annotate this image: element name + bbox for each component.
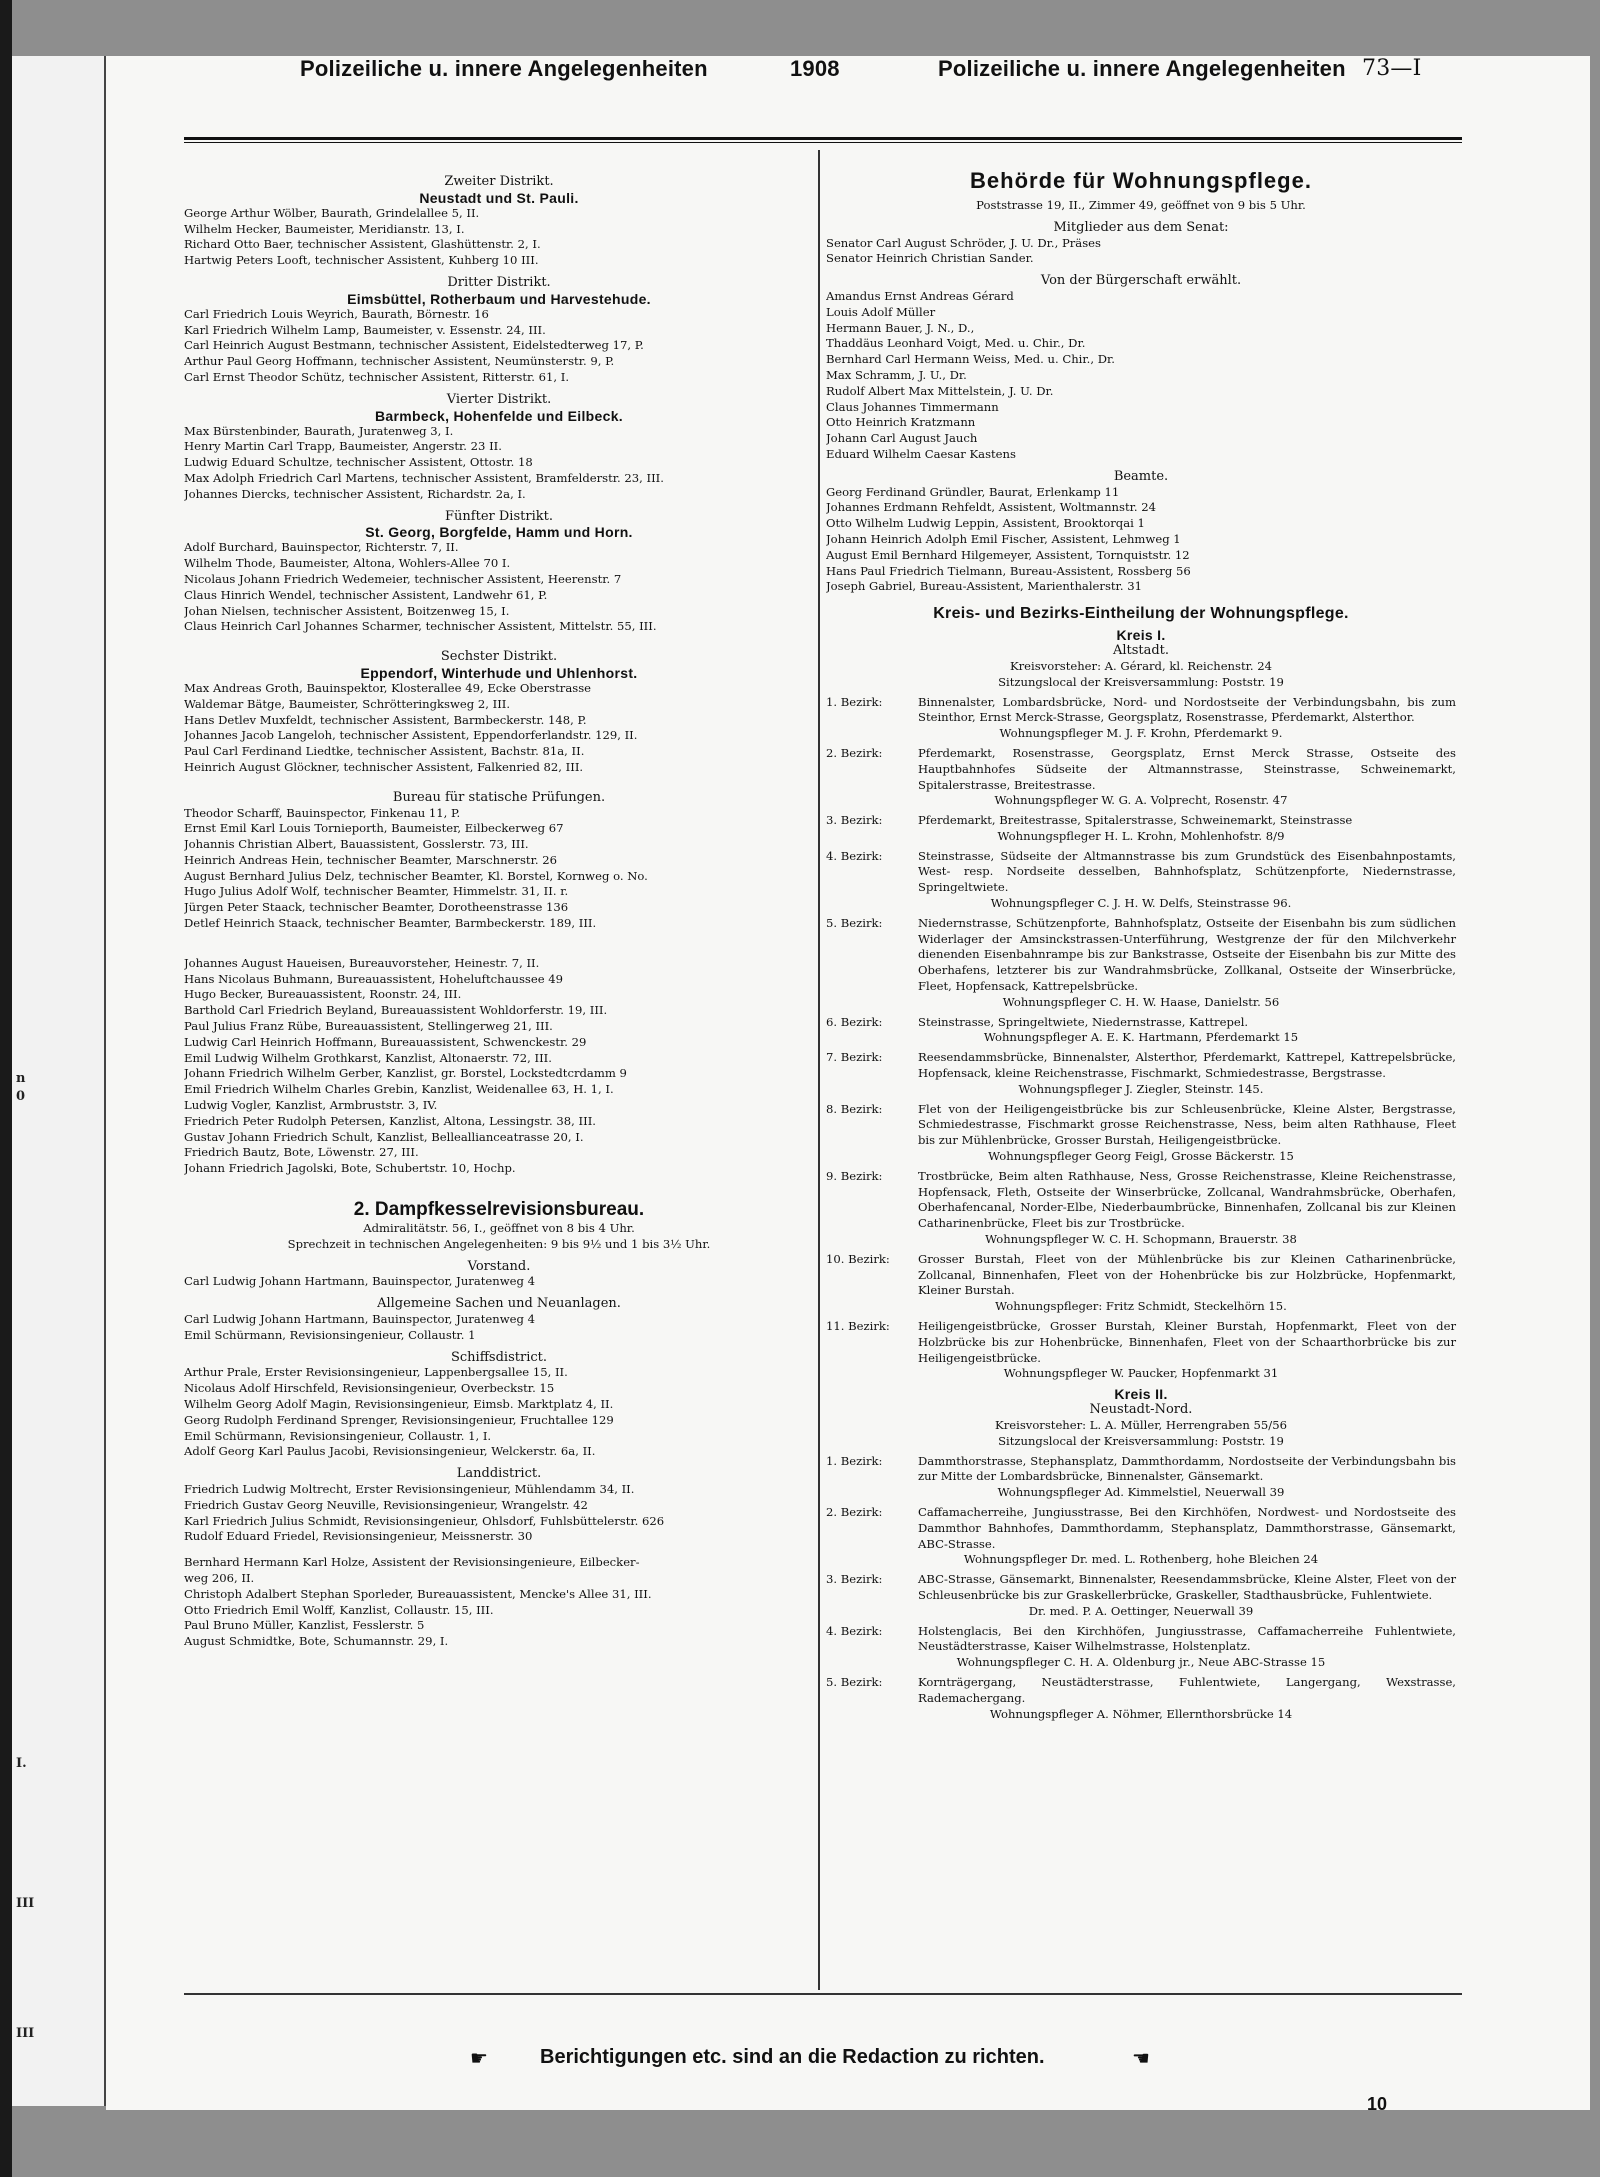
running-header-year: 1908	[790, 56, 840, 81]
staff-entry: Nicolaus Adolf Hirschfeld, Revisionsingenieur, Overbeckstr. 15	[184, 1381, 555, 1396]
bezirk-label: 3. Bezirk:	[826, 1572, 883, 1587]
staff-entry: Johannes August Haueisen, Bureauvorsteher, Heinestr. 7, II.	[184, 955, 540, 970]
staff-entry: Rudolf Eduard Friedel, Revisionsingenieur, Meissnerstr. 30	[184, 1529, 533, 1544]
staff-entry: Karl Friedrich Julius Schmidt, Revisionsingenieur, Ohlsdorf, Fuhlsbüttelerstr. 626	[184, 1513, 665, 1528]
bezirk-streets: Heiligengeistbrücke, Grosser Burstah, Kleiner Burstah, Hopfenmarkt, Fleet von der Holzbrücke bis zur Hohenbrücke, Binnenhafen, Fleet von der Schaarthorbrücke bis zur Heiligengeistbrücke.	[918, 1319, 1456, 1365]
member-entry: Bernhard Carl Hermann Weiss, Med. u. Chir., Dr.	[826, 352, 1115, 367]
authority-title: Behörde für Wohnungspflege.	[970, 168, 1312, 193]
bezirk-pfleger: Wohnungspfleger Ad. Kimmelstiel, Neuerwall 39	[997, 1485, 1285, 1500]
bezirk-entry	[826, 746, 1456, 793]
column-divider	[818, 150, 820, 1990]
spacer	[184, 782, 814, 790]
bezirk-pfleger: Wohnungspfleger C. H. W. Haase, Danielstr. 56	[1002, 994, 1280, 1009]
official-entry: Joseph Gabriel, Bureau-Assistent, Marienthalerstr. 31	[826, 579, 1142, 594]
staff-entry: Hugo Julius Adolf Wolf, technischer Beamter, Himmelstr. 31, II. r.	[184, 884, 569, 899]
bezirk-pfleger: Wohnungspfleger A. Nöhmer, Ellernthorsbrücke 14	[989, 1706, 1293, 1721]
running-header-left: Polizeiliche u. innere Angelegenheiten	[300, 56, 708, 81]
official-entry: Otto Wilhelm Ludwig Leppin, Assistent, Brooktorqai 1	[826, 516, 1145, 531]
bezirk-streets: Binnenalster, Lombardsbrücke, Nord- und Nordostseite der Verbindungsbahn, bis zum Steinthor, Ernst Merck-Strasse, Georgsplatz, Rosenstrasse, Pferdemarkt, Alsterthor.	[918, 694, 1456, 725]
bezirk-pfleger: Wohnungspfleger C. H. A. Oldenburg jr., Neue ABC-Strasse 15	[956, 1655, 1326, 1670]
staff-entry: weg 206, II.	[184, 1570, 255, 1585]
running-header-right: Polizeiliche u. innere Angelegenheiten	[938, 56, 1346, 81]
bezirk-pfleger: Wohnungspfleger C. J. H. W. Delfs, Steinstrasse 96.	[990, 896, 1292, 911]
staff-entry: Wilhelm Thode, Baumeister, Altona, Wohlers-Allee 70 I.	[184, 556, 511, 571]
bezirk-label: 8. Bezirk:	[826, 1101, 883, 1116]
staff-entry: Friedrich Gustav Georg Neuville, Revisionsingenieur, Wrangelstr. 42	[184, 1497, 588, 1512]
bezirk-entry	[826, 695, 1456, 727]
dampf-section-title: Vorstand.	[467, 1258, 531, 1274]
bezirk-pfleger: Dr. med. P. A. Oettinger, Neuerwall 39	[1028, 1603, 1254, 1618]
staff-entry: Gustav Johann Friedrich Schult, Kanzlist, Belleallianceatrasse 20, I.	[184, 1129, 584, 1144]
district-area-heading: Eimsbüttel, Rotherbaum und Harvestehude.	[347, 290, 651, 307]
bezirk-label: 7. Bezirk:	[826, 1050, 883, 1065]
bezirk-streets: Kornträgergang, Neustädterstrasse, Fuhlentwiete, Langergang, Wexstrasse, Rademachergang.	[918, 1674, 1456, 1705]
previous-page-edge	[12, 56, 106, 2106]
kreis-meeting-place: Sitzungslocal der Kreisversammlung: Poststr. 19	[998, 1433, 1284, 1448]
kreis-subheading: Neustadt-Nord.	[1089, 1402, 1193, 1418]
district-section	[184, 782, 814, 932]
footer-notice: Berichtigungen etc. sind an die Redaction zu richten.	[540, 2046, 1045, 2068]
kreis-vorsteher: Kreisvorsteher: L. A. Müller, Herrengraben 55/56	[995, 1417, 1287, 1432]
bezirk-pfleger: Wohnungspfleger A. E. K. Hartmann, Pferdemarkt 15	[983, 1030, 1299, 1045]
district-title: Sechster Distrikt.	[440, 649, 558, 665]
spacer	[184, 641, 814, 649]
staff-entry: Claus Heinrich Carl Johannes Scharmer, technischer Assistent, Mittelstr. 55, III.	[184, 619, 657, 634]
bezirk-streets: Caffamacherreihe, Jungiusstrasse, Bei den Kirchhöfen, Nordwest- und Nordostseite des Dammthor Bahnhofes, Dammthordamm, Stephansplatz, Dammthorstrasse, Gänsemarkt, ABC-Strasse.	[918, 1504, 1456, 1551]
staff-entry: Max Andreas Groth, Bauinspektor, Klosterallee 49, Ecke Oberstrasse	[184, 680, 592, 695]
bezirk-pfleger: Wohnungspfleger Georg Feigl, Grosse Bäckerstr. 15	[988, 1149, 1294, 1164]
staff-entry: Friedrich Peter Rudolph Petersen, Kanzlist, Altona, Lessingstr. 38, III.	[184, 1113, 596, 1128]
bezirk-pfleger: Wohnungspfleger: Fritz Schmidt, Steckelhörn 15.	[995, 1299, 1287, 1314]
bezirk-label: 4. Bezirk:	[826, 1623, 883, 1638]
district-section	[184, 275, 814, 386]
staff-entry: August Schmidtke, Bote, Schumannstr. 29, I.	[184, 1634, 449, 1649]
bezirk-label: 3. Bezirk:	[826, 813, 883, 828]
bezirk-streets: ABC-Strasse, Gänsemarkt, Binnenalster, Reesendammsbrücke, Kleine Alster, Fleet von der Schleusenbrücke bis zur Graskellerbrücke, Graskeller, Stadthausbrücke, Fuhlentwiete.	[918, 1572, 1456, 1602]
district-section	[184, 509, 814, 636]
pointing-hand-right-icon: ☚	[1132, 2046, 1150, 2070]
staff-entry: Otto Friedrich Emil Wolff, Kanzlist, Collaustr. 15, III.	[184, 1602, 494, 1617]
margin-mark: n	[16, 1071, 26, 1086]
district-title: Fünfter Distrikt.	[445, 508, 553, 524]
staff-entry: Carl Ludwig Johann Hartmann, Bauinspector, Juratenweg 4	[184, 1274, 536, 1289]
margin-mark: III	[16, 2026, 35, 2041]
staff-entry: Adolf Georg Karl Paulus Jacobi, Revisionsingenieur, Welckerstr. 6a, II.	[184, 1444, 596, 1459]
bezirk-entry	[826, 813, 1456, 829]
left-column	[184, 168, 814, 1650]
bezirk-entry	[826, 1169, 1456, 1232]
staff-entry: Carl Heinrich August Bestmann, technischer Assistent, Eidelstedterweg 17, P.	[184, 338, 644, 353]
scan-left-edge	[0, 0, 12, 2177]
bezirk-streets: Pferdemarkt, Rosenstrasse, Georgsplatz, Ernst Merck Strasse, Ostseite des Hauptbahnhofes Südseite der Altmannstrasse, Steinstrasse, Schweinemarkt, Spitalerstrasse, Breitestrasse.	[918, 745, 1456, 792]
bezirk-label: 1. Bezirk:	[826, 1453, 883, 1468]
bezirk-pfleger: Wohnungspfleger W. G. A. Volprecht, Rosenstr. 47	[994, 793, 1288, 808]
district-area-heading: Eppendorf, Winterhude und Uhlenhorst.	[360, 664, 638, 681]
member-entry: Thaddäus Leonhard Voigt, Med. u. Chir., Dr.	[826, 336, 1086, 351]
staff-entry: Hartwig Peters Looft, technischer Assistent, Kuhberg 10 III.	[184, 253, 539, 268]
bezirk-streets: Steinstrasse, Springeltwiete, Niedernstrasse, Kattrepel.	[918, 1014, 1249, 1029]
bezirk-entry	[826, 1505, 1456, 1552]
bezirk-entry	[826, 1252, 1456, 1299]
staff-entry: Johannis Christian Albert, Bauassistent, Gosslerstr. 73, III.	[184, 837, 529, 852]
member-entry: Senator Carl August Schröder, J. U. Dr., Präses	[826, 235, 1101, 250]
district-section	[184, 641, 814, 776]
district-section	[184, 938, 814, 1177]
staff-entry: Karl Friedrich Wilhelm Lamp, Baumeister, v. Essenstr. 24, III.	[184, 322, 546, 337]
staff-entry: August Bernhard Julius Delz, technischer Beamter, Kl. Borstel, Kornweg o. No.	[184, 868, 648, 883]
bezirk-pfleger: Wohnungspfleger W. Paucker, Hopfenmarkt 31	[1003, 1366, 1279, 1381]
staff-entry: Wilhelm Hecker, Baumeister, Meridianstr. 13, I.	[184, 221, 465, 236]
staff-entry: Hugo Becker, Bureauassistent, Roonstr. 24, III.	[184, 987, 462, 1002]
bezirk-streets: Steinstrasse, Südseite der Altmannstrasse bis zum Grundstück des Eisenbahnpostamts, West- resp. Nordseite desselben, Bahnhofsplatz, Schützenpforte, Niedernstrasse, Springeltwiete.	[918, 848, 1456, 895]
staff-entry: Friedrich Bautz, Bote, Löwenstr. 27, III.	[184, 1145, 419, 1160]
staff-entry: Arthur Prale, Erster Revisionsingenieur, Lappenbergsallee 15, II.	[184, 1365, 568, 1380]
district-title: Bureau für statische Prüfungen.	[392, 789, 606, 805]
bezirk-streets: Pferdemarkt, Breitestrasse, Spitalerstrasse, Schweinemarkt, Steinstrasse	[918, 813, 1353, 828]
bezirk-pfleger: Wohnungspfleger M. J. F. Krohn, Pferdemarkt 9.	[999, 726, 1283, 741]
staff-entry: Emil Ludwig Wilhelm Grothkarst, Kanzlist, Altonaerstr. 72, III.	[184, 1050, 552, 1065]
bezirk-streets: Holstenglacis, Bei den Kirchhöfen, Jungiusstrasse, Caffamacherreihe Fuhlentwiete, Neustädterstrasse, Kaiser Wilhelmstrasse, Holstenplatz.	[918, 1623, 1456, 1654]
spacer	[184, 938, 814, 956]
member-entry: Rudolf Albert Max Mittelstein, J. U. Dr.	[826, 383, 1054, 398]
bezirk-label: 1. Bezirk:	[826, 694, 883, 709]
staff-entry: Emil Schürmann, Revisionsingenieur, Collaustr. 1, I.	[184, 1428, 492, 1443]
member-entry: Otto Heinrich Kratzmann	[826, 415, 976, 430]
kreis-meeting-place: Sitzungslocal der Kreisversammlung: Poststr. 19	[998, 674, 1284, 689]
staff-entry: Max Bürstenbinder, Baurath, Juratenweg 3, I.	[184, 423, 454, 438]
right-column	[826, 168, 1456, 1722]
member-entry: Max Schramm, J. U., Dr.	[826, 367, 967, 382]
member-entry: Claus Johannes Timmermann	[826, 399, 999, 414]
staff-entry: Heinrich August Glöckner, technischer Assistent, Falkenried 82, III.	[184, 759, 584, 774]
staff-entry: Johannes Diercks, technischer Assistent, Richardstr. 2a, I.	[184, 486, 526, 501]
staff-entry: Richard Otto Baer, technischer Assistent, Glashüttenstr. 2, I.	[184, 237, 541, 252]
page-number: 10	[1367, 2094, 1388, 2114]
staff-entry: Johan Nielsen, technischer Assistent, Boitzenweg 15, I.	[184, 603, 510, 618]
district-section	[184, 174, 814, 269]
dampf-section	[184, 1296, 814, 1343]
bezirk-label: 2. Bezirk:	[826, 745, 883, 760]
dampf-section	[184, 1259, 814, 1291]
staff-entry: Hans Nicolaus Buhmann, Bureauassistent, Hoheluftchaussee 49	[184, 971, 564, 986]
margin-mark: I.	[16, 1756, 27, 1771]
member-entry: Eduard Wilhelm Caesar Kastens	[826, 446, 1016, 461]
member-entry: Senator Heinrich Christian Sander.	[826, 251, 1034, 266]
district-area-heading: St. Georg, Borgfelde, Hamm und Horn.	[365, 524, 633, 541]
bezirk-label: 4. Bezirk:	[826, 848, 883, 863]
kreis-heading: Kreis I.	[1116, 627, 1166, 644]
staff-entry: Bernhard Hermann Karl Holze, Assistent der Revisionsingenieure, Eilbecker-	[184, 1555, 640, 1570]
district-title: Zweiter Distrikt.	[444, 174, 554, 189]
staff-entry: Carl Friedrich Louis Weyrich, Baurath, Börnestr. 16	[184, 306, 489, 321]
staff-entry: Jürgen Peter Staack, technischer Beamter, Dorotheenstrasse 136	[184, 900, 569, 915]
staff-entry: Friedrich Ludwig Moltrecht, Erster Revisionsingenieur, Mühlendamm 34, II.	[184, 1481, 635, 1496]
staff-entry: Ernst Emil Karl Louis Tornieporth, Baumeister, Eilbeckerweg 67	[184, 821, 564, 836]
kreis-division-title: Kreis- und Bezirks-Eintheilung der Wohnungspflege.	[933, 605, 1349, 623]
bezirk-streets: Grosser Burstah, Fleet von der Mühlenbrücke bis zur Kleinen Catharinenbrücke, Zollcanal, Binnenhafen, Fleet von der Hohenbrücke bis zur Holzbrücke, Hopfenmarkt, Kleiner Burstah.	[918, 1251, 1456, 1298]
authority-address: Poststrasse 19, II., Zimmer 49, geöffnet von 9 bis 5 Uhr.	[976, 198, 1306, 212]
district-section	[184, 392, 814, 503]
staff-entry	[184, 1545, 814, 1555]
district-area-heading: Barmbeck, Hohenfelde und Eilbeck.	[375, 407, 623, 424]
bezirk-label: 5. Bezirk:	[826, 1674, 883, 1689]
staff-entry: Adolf Burchard, Bauinspector, Richterstr. 7, II.	[184, 540, 459, 555]
bezirk-entry	[826, 1015, 1456, 1031]
bezirk-streets: Dammthorstrasse, Stephansplatz, Dammthordamm, Nordostseite der Verbindungsbahn bis zur Mitte der Lombardsbrücke, Binnenalster, Gänsemarkt.	[918, 1453, 1456, 1484]
bezirk-label: 9. Bezirk:	[826, 1168, 883, 1183]
header-rule	[184, 137, 1462, 140]
staff-entry: Max Adolph Friedrich Carl Martens, technischer Assistent, Bramfelderstr. 23, III.	[184, 470, 664, 485]
bezirk-label: 10. Bezirk:	[826, 1251, 890, 1266]
bezirk-entry	[826, 916, 1456, 995]
staff-entry: Detlef Heinrich Staack, technischer Beamter, Barmbeckerstr. 189, III.	[184, 916, 597, 931]
district-title: Vierter Distrikt.	[446, 391, 552, 407]
staff-entry: Ludwig Carl Heinrich Hoffmann, Bureauassistent, Schwenckestr. 29	[184, 1034, 587, 1049]
bezirk-streets: Trostbrücke, Beim alten Rathhause, Ness, Grosse Reichenstrasse, Kleine Reichenstrasse, Hopfensack, Fleth, Ostseite der Winserbrücke, Zollcanal, Wandrahmsbrücke, Oberhafen, Oberhafencanal, Norder-Elbe, Niederbaumbrücke, Binnenhafen, Zollcanal bis zur Kleinen Catharinenbrücke, Fleet bis zur Trostbrücke.	[918, 1168, 1456, 1231]
staff-entry: Johann Friedrich Wilhelm Gerber, Kanzlist, gr. Borstel, Lockstedtcrdamm 9	[184, 1066, 627, 1081]
dampf-section	[184, 1350, 814, 1461]
staff-entry: Ludwig Vogler, Kanzlist, Armbruststr. 3, IV.	[184, 1098, 438, 1113]
bezirk-pfleger: Wohnungspfleger J. Ziegler, Steinstr. 145.	[1018, 1081, 1264, 1096]
kreis-heading: Kreis II.	[1114, 1386, 1168, 1403]
dampf-title: 2. Dampfkesselrevisionsbureau.	[353, 1199, 645, 1221]
staff-entry: Wilhelm Georg Adolf Magin, Revisionsingenieur, Eimsb. Marktplatz 4, II.	[184, 1397, 614, 1411]
member-entry: Amandus Ernst Andreas Gérard	[826, 288, 1014, 303]
staff-entry: Carl Ernst Theodor Schütz, technischer Assistent, Ritterstr. 61, I.	[184, 369, 570, 384]
staff-entry: Johann Friedrich Jagolski, Bote, Schubertstr. 10, Hochp.	[184, 1161, 516, 1176]
dampf-section	[184, 1466, 814, 1650]
staff-entry: Christoph Adalbert Stephan Sporleder, Bureauassistent, Mencke's Allee 31, III.	[184, 1586, 652, 1601]
official-entry: Georg Ferdinand Gründler, Baurat, Erlenkamp 11	[826, 484, 1120, 499]
staff-entry: Claus Hinrich Wendel, technischer Assistent, Landwehr 61, P.	[184, 587, 548, 602]
district-title: Dritter Distrikt.	[447, 274, 551, 290]
bezirk-label: 5. Bezirk:	[826, 915, 883, 930]
staff-entry: Emil Friedrich Wilhelm Charles Grebin, Kanzlist, Weidenallee 63, H. 1, I.	[184, 1082, 614, 1097]
bottom-rule	[184, 1993, 1462, 1995]
staff-entry: Henry Martin Carl Trapp, Baumeister, Angerstr. 23 II.	[184, 439, 502, 454]
member-entry: Johann Carl August Jauch	[826, 431, 978, 446]
official-entry: Johann Heinrich Adolph Emil Fischer, Assistent, Lehmweg 1	[826, 531, 1181, 546]
staff-entry: Waldemar Bätge, Baumeister, Schrötteringksweg 2, III.	[184, 696, 511, 711]
staff-entry: Barthold Carl Friedrich Beyland, Bureauassistent Wohldorferstr. 19, III.	[184, 1003, 608, 1018]
bezirk-entry	[826, 1572, 1456, 1604]
dampf-section-title: Landdistrict.	[456, 1466, 542, 1482]
dampf-hours: Sprechzeit in technischen Angelegenheiten: 9 bis 9½ und 1 bis 3½ Uhr.	[287, 1236, 711, 1251]
header-rule-thin	[184, 142, 1462, 143]
staff-entry: Paul Bruno Müller, Kanzlist, Fesslerstr. 5	[184, 1618, 425, 1633]
dampf-section-title: Allgemeine Sachen und Neuanlagen.	[377, 1296, 621, 1312]
staff-entry: Ludwig Eduard Schultze, technischer Assistent, Ottostr. 18	[184, 455, 533, 470]
bezirk-entry	[826, 1454, 1456, 1486]
margin-mark: III	[16, 1896, 35, 1911]
staff-entry: Paul Carl Ferdinand Liedtke, technischer Assistent, Bachstr. 81a, II.	[184, 744, 585, 759]
bezirk-entry	[826, 1624, 1456, 1656]
buergerschaft-heading: Von der Bürgerschaft erwählt.	[1040, 273, 1242, 289]
staff-entry: Theodor Scharff, Bauinspector, Finkenau 11, P.	[184, 805, 461, 820]
official-entry: August Emil Bernhard Hilgemeyer, Assistent, Tornquiststr. 12	[826, 547, 1190, 562]
dampf-section-title: Schiffsdistrict.	[450, 1349, 547, 1365]
bezirk-entry	[826, 1319, 1456, 1366]
staff-entry: Paul Julius Franz Rübe, Bureauassistent, Stellingerweg 21, III.	[184, 1019, 553, 1034]
staff-entry: Carl Ludwig Johann Hartmann, Bauinspector, Juratenweg 4	[184, 1312, 536, 1327]
bezirk-streets: Flet von der Heiligengeistbrücke bis zur Schleusenbrücke, Kleine Alster, Bergstrasse, Schmiedestrasse, Fischmarkt grosse Reichenstrasse, Ness, beim alten Rathhause, Fleet bis zur Mühlenbrücke, Grosser Burstah, Heiligengeistbrücke.	[918, 1101, 1456, 1148]
member-entry: Hermann Bauer, J. N., D.,	[826, 320, 975, 335]
bezirk-pfleger: Wohnungspfleger Dr. med. L. Rothenberg, hohe Bleichen 24	[963, 1552, 1319, 1567]
pointing-hand-left-icon: ☛	[470, 2046, 488, 2070]
district-area-heading: Neustadt und St. Pauli.	[419, 189, 579, 206]
official-entry: Johannes Erdmann Rehfeldt, Assistent, Woltmannstr. 24	[826, 500, 1157, 515]
bezirk-pfleger: Wohnungspfleger H. L. Krohn, Mohlenhofstr. 8/9	[997, 828, 1285, 843]
staff-entry: Arthur Paul Georg Hoffmann, technischer Assistent, Neumünsterstr. 9, P.	[184, 354, 615, 369]
bezirk-label: 6. Bezirk:	[826, 1014, 883, 1029]
bezirk-entry	[826, 1050, 1456, 1082]
staff-entry: Georg Rudolph Ferdinand Sprenger, Revisionsingenieur, Fruchtallee 129	[184, 1412, 614, 1427]
bezirk-entry	[826, 849, 1456, 896]
kreis-subheading: Altstadt.	[1112, 643, 1170, 659]
bezirk-entry	[826, 1102, 1456, 1149]
senat-heading: Mitglieder aus dem Senat:	[1053, 219, 1229, 235]
bezirk-streets: Niedernstrasse, Schützenpforte, Bahnhofsplatz, Ostseite der Eisenbahn bis zum südlichen Widerlager der Amsinckstrassen-Unterführung, Westgrenze der für den Milchverkehr dienenden Eisenbahnrampe bis zur Bankstrasse, Ostseite der Eisenbahn bis zur Mitte des Oberhafens, letzterer bis zur Wandrahmsbrücke, Zollkanal, Ostseite der Winserbrücke, Fleet, Hopfensack, Kattrepelsbrücke.	[918, 915, 1456, 994]
staff-entry: George Arthur Wölber, Baurath, Grindelallee 5, II.	[184, 205, 480, 220]
bezirk-entry	[826, 1675, 1456, 1707]
staff-entry: Johannes Jacob Langeloh, technischer Assistent, Eppendorferlandstr. 129, II.	[184, 728, 638, 743]
bezirk-label: 11. Bezirk:	[826, 1319, 890, 1333]
beamte-heading: Beamte.	[1113, 468, 1169, 484]
staff-entry: Nicolaus Johann Friedrich Wedemeier, technischer Assistent, Heerenstr. 7	[184, 571, 622, 586]
staff-entry: Emil Schürmann, Revisionsingenieur, Collaustr. 1	[184, 1327, 476, 1342]
member-entry: Louis Adolf Müller	[826, 304, 936, 319]
bezirk-pfleger: Wohnungspfleger W. C. H. Schopmann, Brauerstr. 38	[985, 1232, 1297, 1247]
kreis-vorsteher: Kreisvorsteher: A. Gérard, kl. Reichenstr. 24	[1009, 658, 1273, 673]
bezirk-label: 2. Bezirk:	[826, 1504, 883, 1519]
page-reference: 73—I	[1362, 56, 1422, 81]
margin-mark: 0	[16, 1089, 26, 1104]
dampf-address: Admiralitätstr. 56, I., geöffnet von 8 bis 4 Uhr.	[363, 1221, 635, 1236]
staff-entry: Hans Detlev Muxfeldt, technischer Assistent, Barmbeckerstr. 148, P.	[184, 712, 587, 727]
official-entry: Hans Paul Friedrich Tielmann, Bureau-Assistent, Rossberg 56	[826, 563, 1191, 578]
bezirk-streets: Reesendammsbrücke, Binnenalster, Alsterthor, Pferdemarkt, Kattrepel, Kattrepelsbrücke, Hopfensack, kleine Reichenstrasse, Fischmarkt, Schmiedestrasse, Bergstrasse.	[918, 1050, 1456, 1081]
staff-entry: Heinrich Andreas Hein, technischer Beamter, Marschnerstr. 26	[184, 852, 557, 867]
